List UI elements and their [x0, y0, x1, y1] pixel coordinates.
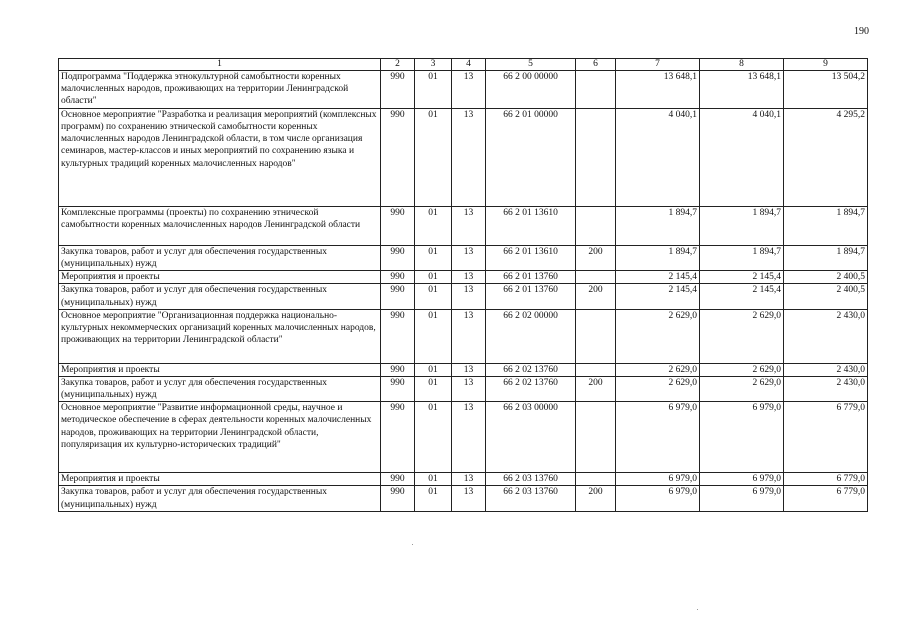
- table-row: [59, 486, 868, 512]
- row-description: Мероприятия и проекты: [59, 271, 381, 284]
- cell-target-article: 66 2 02 00000: [486, 309, 576, 363]
- cell-target-article: 66 2 02 13760: [486, 376, 576, 401]
- scan-speck: [697, 609, 698, 610]
- table-row: [59, 271, 868, 284]
- column-header-2: 2: [381, 59, 415, 71]
- cell-amount-col8: 6 979,0: [700, 402, 784, 473]
- cell-subsection-code: 13: [452, 363, 486, 376]
- cell-subsection-code: 13: [452, 486, 486, 512]
- cell-amount-col9: 1 894,7: [784, 207, 868, 246]
- table-row: [59, 284, 868, 309]
- cell-amount-col8: 4 040,1: [700, 109, 784, 207]
- cell-expense-type: [576, 271, 616, 284]
- cell-expense-type: 200: [576, 284, 616, 309]
- column-header-6: 6: [576, 59, 616, 71]
- table-row: [59, 71, 868, 109]
- column-header-1: 1: [59, 59, 381, 71]
- cell-amount-col8: 1 894,7: [700, 207, 784, 246]
- cell-amount-col9: 6 779,0: [784, 473, 868, 486]
- cell-amount-col8: 2 629,0: [700, 376, 784, 401]
- table-row: [59, 363, 868, 376]
- table-row: [59, 376, 868, 401]
- cell-amount-col8: 6 979,0: [700, 473, 784, 486]
- cell-subsection-code: 13: [452, 246, 486, 271]
- cell-ministry-code: 990: [381, 246, 415, 271]
- table-row: [59, 246, 868, 271]
- row-description: Комплексные программы (проекты) по сохранению этнической самобытности коренных малочисленных народов Ленинградской области: [59, 207, 381, 246]
- cell-target-article: 66 2 01 13760: [486, 284, 576, 309]
- cell-target-article: 66 2 02 13760: [486, 363, 576, 376]
- cell-amount-col8: 2 145,4: [700, 271, 784, 284]
- cell-amount-col9: 4 295,2: [784, 109, 868, 207]
- cell-expense-type: [576, 71, 616, 109]
- cell-ministry-code: 990: [381, 473, 415, 486]
- row-description: Мероприятия и проекты: [59, 473, 381, 486]
- cell-amount-col9: 1 894,7: [784, 246, 868, 271]
- cell-section-code: 01: [415, 71, 452, 109]
- cell-ministry-code: 990: [381, 71, 415, 109]
- budget-table: [58, 58, 868, 512]
- cell-amount-col8: 13 648,1: [700, 71, 784, 109]
- cell-subsection-code: 13: [452, 271, 486, 284]
- cell-amount-col9: 6 779,0: [784, 486, 868, 512]
- cell-expense-type: [576, 473, 616, 486]
- row-description: Закупка товаров, работ и услуг для обеспечения государственных (муниципальных) нужд: [59, 246, 381, 271]
- cell-ministry-code: 990: [381, 363, 415, 376]
- cell-target-article: 66 2 01 13760: [486, 271, 576, 284]
- table-row: [59, 473, 868, 486]
- table-row: [59, 309, 868, 363]
- cell-amount-col7: 1 894,7: [616, 207, 700, 246]
- row-description: Мероприятия и проекты: [59, 363, 381, 376]
- cell-amount-col7: 2 145,4: [616, 284, 700, 309]
- cell-subsection-code: 13: [452, 109, 486, 207]
- cell-target-article: 66 2 01 13610: [486, 246, 576, 271]
- cell-amount-col9: 2 430,0: [784, 309, 868, 363]
- page-number: 190: [854, 26, 869, 37]
- table-row: [59, 207, 868, 246]
- cell-section-code: 01: [415, 246, 452, 271]
- row-description: Основное мероприятие "Организационная поддержка национально-культурных некоммерческих организаций коренных малочисленных народов, проживающих на территории Ленинградской области": [59, 309, 381, 363]
- cell-subsection-code: 13: [452, 473, 486, 486]
- cell-ministry-code: 990: [381, 402, 415, 473]
- cell-expense-type: 200: [576, 376, 616, 401]
- column-header-7: 7: [616, 59, 700, 71]
- cell-amount-col7: 1 894,7: [616, 246, 700, 271]
- cell-ministry-code: 990: [381, 376, 415, 401]
- cell-section-code: 01: [415, 376, 452, 401]
- table-row: [59, 109, 868, 207]
- column-header-9: 9: [784, 59, 868, 71]
- cell-amount-col7: 6 979,0: [616, 402, 700, 473]
- cell-amount-col8: 2 629,0: [700, 363, 784, 376]
- cell-section-code: 01: [415, 486, 452, 512]
- cell-ministry-code: 990: [381, 109, 415, 207]
- cell-section-code: 01: [415, 109, 452, 207]
- cell-amount-col7: 2 145,4: [616, 271, 700, 284]
- cell-subsection-code: 13: [452, 402, 486, 473]
- cell-amount-col9: 6 779,0: [784, 402, 868, 473]
- cell-amount-col9: 13 504,2: [784, 71, 868, 109]
- cell-amount-col7: 4 040,1: [616, 109, 700, 207]
- cell-amount-col7: 2 629,0: [616, 363, 700, 376]
- cell-amount-col8: 6 979,0: [700, 486, 784, 512]
- cell-amount-col7: 13 648,1: [616, 71, 700, 109]
- cell-expense-type: [576, 207, 616, 246]
- column-header-8: 8: [700, 59, 784, 71]
- cell-section-code: 01: [415, 271, 452, 284]
- row-description: Основное мероприятие "Развитие информационной среды, научное и методическое обеспечение в сферах деятельности коренных малочисленных народов, проживающих на территории Ленинградской области, популяризация их культурно-исторических традиций": [59, 402, 381, 473]
- cell-section-code: 01: [415, 473, 452, 486]
- cell-ministry-code: 990: [381, 207, 415, 246]
- column-header-5: 5: [486, 59, 576, 71]
- row-description: Закупка товаров, работ и услуг для обеспечения государственных (муниципальных) нужд: [59, 486, 381, 512]
- cell-target-article: 66 2 03 00000: [486, 402, 576, 473]
- cell-subsection-code: 13: [452, 284, 486, 309]
- cell-expense-type: [576, 363, 616, 376]
- cell-target-article: 66 2 00 00000: [486, 71, 576, 109]
- cell-expense-type: 200: [576, 486, 616, 512]
- cell-amount-col8: 2 629,0: [700, 309, 784, 363]
- cell-ministry-code: 990: [381, 486, 415, 512]
- cell-expense-type: [576, 109, 616, 207]
- cell-amount-col9: 2 430,0: [784, 376, 868, 401]
- cell-amount-col7: 2 629,0: [616, 309, 700, 363]
- row-description: Закупка товаров, работ и услуг для обеспечения государственных (муниципальных) нужд: [59, 284, 381, 309]
- table-row: [59, 402, 868, 473]
- cell-ministry-code: 990: [381, 284, 415, 309]
- cell-expense-type: [576, 402, 616, 473]
- cell-section-code: 01: [415, 363, 452, 376]
- cell-subsection-code: 13: [452, 309, 486, 363]
- cell-amount-col7: 6 979,0: [616, 486, 700, 512]
- cell-section-code: 01: [415, 402, 452, 473]
- cell-expense-type: [576, 309, 616, 363]
- cell-subsection-code: 13: [452, 71, 486, 109]
- scan-speck: [412, 544, 413, 545]
- row-description: Подпрограмма "Поддержка этнокультурной самобытности коренных малочисленных народов, проживающих на территории Ленинградской области": [59, 71, 381, 109]
- cell-target-article: 66 2 01 00000: [486, 109, 576, 207]
- cell-section-code: 01: [415, 284, 452, 309]
- cell-ministry-code: 990: [381, 309, 415, 363]
- cell-target-article: 66 2 03 13760: [486, 473, 576, 486]
- table-header-row: [59, 59, 868, 71]
- cell-target-article: 66 2 03 13760: [486, 486, 576, 512]
- cell-amount-col9: 2 400,5: [784, 271, 868, 284]
- cell-section-code: 01: [415, 309, 452, 363]
- cell-section-code: 01: [415, 207, 452, 246]
- cell-amount-col9: 2 400,5: [784, 284, 868, 309]
- cell-target-article: 66 2 01 13610: [486, 207, 576, 246]
- cell-ministry-code: 990: [381, 271, 415, 284]
- cell-amount-col8: 1 894,7: [700, 246, 784, 271]
- cell-amount-col7: 2 629,0: [616, 376, 700, 401]
- cell-expense-type: 200: [576, 246, 616, 271]
- cell-subsection-code: 13: [452, 207, 486, 246]
- cell-amount-col9: 2 430,0: [784, 363, 868, 376]
- column-header-4: 4: [452, 59, 486, 71]
- cell-subsection-code: 13: [452, 376, 486, 401]
- column-header-3: 3: [415, 59, 452, 71]
- cell-amount-col7: 6 979,0: [616, 473, 700, 486]
- cell-amount-col8: 2 145,4: [700, 284, 784, 309]
- row-description: Закупка товаров, работ и услуг для обеспечения государственных (муниципальных) нужд: [59, 376, 381, 401]
- row-description: Основное мероприятие "Разработка и реализация мероприятий (комплексных программ) по сохранению этнической самобытности коренных малочисленных народов Ленинградской области, в том числе организация семинаров, мастер-классов и иных мероприятий по сохранению языка и культурных традиций коренных малочисленных народов": [59, 109, 381, 207]
